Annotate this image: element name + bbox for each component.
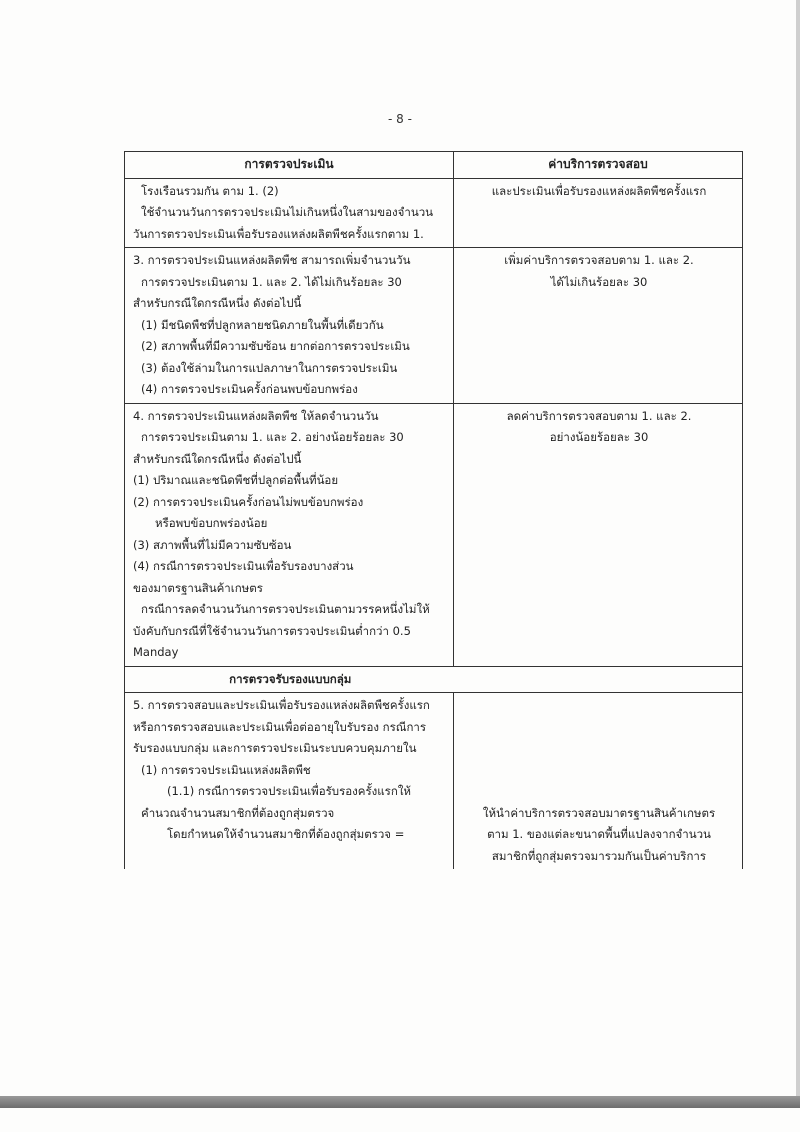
text-line: คำนวณจำนวนสมาชิกที่ต้องถูกสุ่มตรวจ [141,805,335,820]
text-line: วันการตรวจประเมินเพื่อรับรองแหล่งผลิตพืชครั้งแรกตาม 1. [133,226,424,241]
blank-line [462,695,736,717]
text-line: 4. การตรวจประเมินแหล่งผลิตพืช ให้ลดจำนวนวัน [133,408,379,423]
text-line: ลดค่าบริการตรวจสอบตาม 1. และ 2. [506,408,692,423]
text-line: (2) การตรวจประเมินครั้งก่อนไม่พบข้อบกพร่อง [133,494,364,509]
table-header-row [125,152,743,179]
header-fee: ค่าบริการตรวจสอบ [454,152,743,179]
text-line: การตรวจประเมินตาม 1. และ 2. อย่างน้อยร้อยละ 30 [141,430,404,444]
blank-line [462,781,736,803]
text-line: โดยกำหนดให้จำนวนสมาชิกที่ต้องถูกสุ่มตรวจ = [167,827,405,841]
row3-assessment [125,403,454,666]
text-line: (1) มีชนิดพืชที่ปลูกหลายชนิดภายในพื้นที่เดียวกัน [141,317,384,332]
text-line: (4) กรณีการตรวจประเมินเพื่อรับรองบางส่วน [133,559,354,573]
text-line: Manday [133,645,179,659]
text-line: ให้นำค่าบริการตรวจสอบมาตรฐานสินค้าเกษตร [482,805,716,820]
text-line: ตาม 1. ของแต่ละขนาดพื้นที่แปลงจากจำนวน [487,827,711,841]
page-number: - 8 - [388,112,412,126]
text-line: ใช้จำนวนวันการตรวจประเมินไม่เกินหนึ่งในสามของจำนวน [141,205,434,219]
table-row [125,178,743,248]
row1-assessment [125,178,454,248]
text-line: สมาชิกที่ถูกสุ่มตรวจมารวมกันเป็นค่าบริการ [491,848,707,863]
text-line: และประเมินเพื่อรับรองแหล่งผลิตพืชครั้งแรก [491,183,707,198]
text-line: (2) สภาพพื้นที่มีความซับซ้อน ยากต่อการตรวจประเมิน [141,339,410,353]
page-bottom-edge [0,1096,800,1108]
text-line: (1) การตรวจประเมินแหล่งผลิตพืช [141,762,311,777]
text-line: (1.1) กรณีการตรวจประเมินเพื่อรับรองครั้งแรกให้ [167,784,412,798]
text-line: (4) การตรวจประเมินครั้งก่อนพบข้อบกพร่อง [141,382,358,396]
row4-assessment [125,693,454,870]
row1-fee [454,178,743,248]
row2-fee [454,248,743,404]
group-certification-heading: การตรวจรับรองแบบกลุ่ม [125,666,454,693]
blank-line [462,717,736,739]
group-header-blank [454,666,743,693]
text-line: (3) สภาพพื้นที่ไม่มีความซับซ้อน [133,537,292,552]
text-line: ได้ไม่เกินร้อยละ 30 [550,274,648,289]
row3-fee [454,403,743,666]
text-line: โรงเรือนรวมกัน ตาม 1. (2) [141,183,279,198]
text-line: อย่างน้อยร้อยละ 30 [549,430,649,444]
blank-line [462,760,736,782]
blank-line [133,846,447,868]
row4-fee [454,693,743,870]
table-row [125,248,743,404]
text-line: รับรองแบบกลุ่ม และการตรวจประเมินระบบควบคุมภายใน [133,741,417,755]
text-line: บังคับกับกรณีที่ใช้จำนวนวันการตรวจประเมินต่ำกว่า 0.5 [133,623,411,638]
text-line: (3) ต้องใช้ล่ามในการแปลภาษาในการตรวจประเมิน [141,360,398,375]
group-header-row [125,666,743,693]
text-line: หรือการตรวจสอบและประเมินเพื่อต่ออายุใบรับรอง กรณีการ [133,719,427,734]
text-line: 5. การตรวจสอบและประเมินเพื่อรับรองแหล่งผลิตพืชครั้งแรก [133,698,430,712]
text-line: สำหรับกรณีใดกรณีหนึ่ง ดังต่อไปนี้ [133,296,302,310]
header-assessment: การตรวจประเมิน [125,152,454,179]
text-line: สำหรับกรณีใดกรณีหนึ่ง ดังต่อไปนี้ [133,451,302,466]
text-line: หรือพบข้อบกพร่องน้อย [155,516,268,530]
text-line: ของมาตรฐานสินค้าเกษตร [133,580,263,595]
text-line: การตรวจประเมินตาม 1. และ 2. ได้ไม่เกินร้อยละ 30 [141,274,402,289]
row2-assessment [125,248,454,404]
text-line: เพิ่มค่าบริการตรวจสอบตาม 1. และ 2. [504,253,694,267]
text-line: กรณีการลดจำนวนวันการตรวจประเมินตามวรรคหนึ่งไม่ให้ [141,602,430,616]
blank-line [462,738,736,760]
table-row [125,693,743,870]
page-right-edge [796,0,800,1100]
table-row [125,403,743,666]
text-line: 3. การตรวจประเมินแหล่งผลิตพืช สามารถเพิ่มจำนวนวัน [133,253,411,267]
text-line: (1) ปริมาณและชนิดพืชที่ปลูกต่อพื้นที่น้อย [133,473,339,487]
assessment-fee-table [124,151,743,869]
